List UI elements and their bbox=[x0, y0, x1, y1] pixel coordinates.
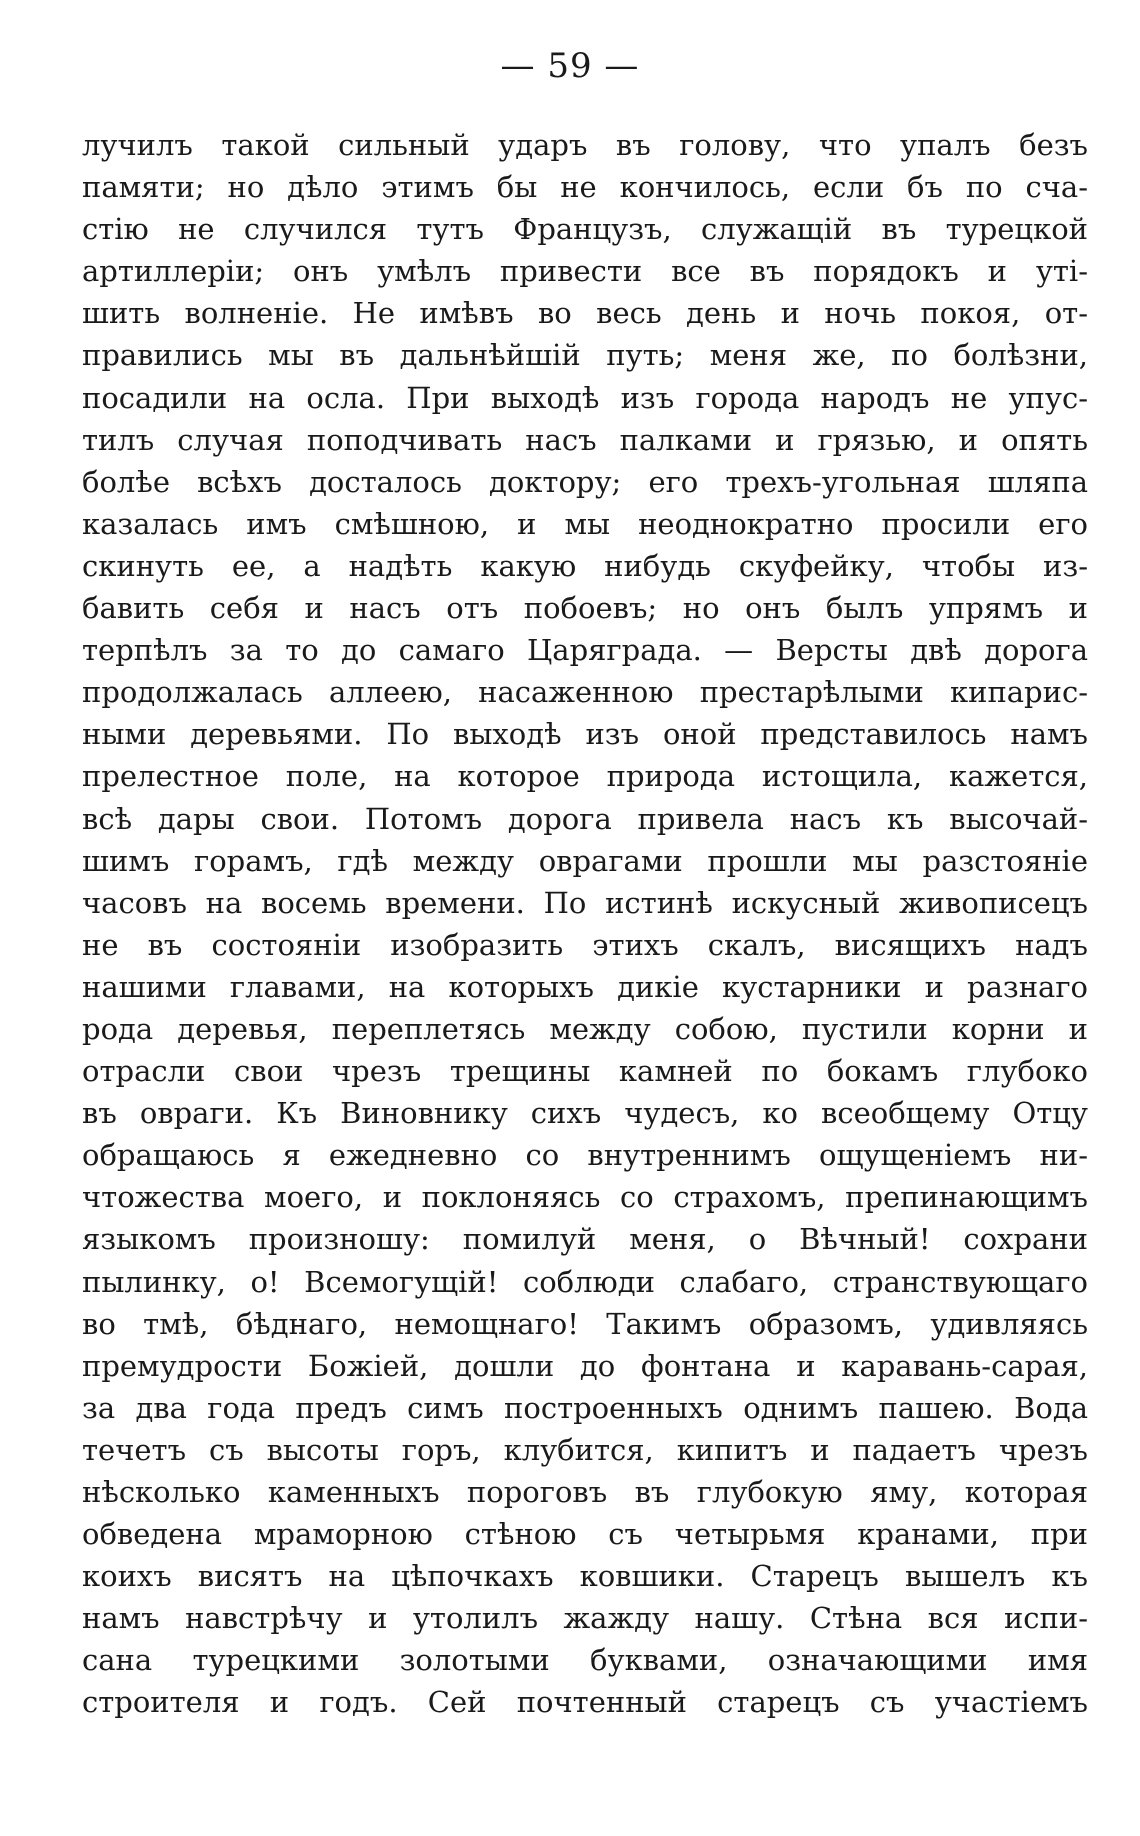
text-line: часовъ на восемь времени. По истинѣ искусный живописецъ bbox=[82, 885, 1088, 920]
text-line: обращаюсь я ежедневно со внутреннимъ ощущеніемъ ни- bbox=[82, 1138, 1088, 1173]
text-line: памяти; но дѣло этимъ бы не кончилось, если бъ по сча- bbox=[82, 170, 1088, 205]
text-line: сана турецкими золотыми буквами, означающими имя bbox=[82, 1643, 1088, 1678]
text-line: рода деревья, переплетясь между собою, пустили корни и bbox=[82, 1011, 1088, 1046]
text-line: отрасли свои чрезъ трещины камней по бокамъ глубоко bbox=[82, 1054, 1088, 1089]
page-number: — 59 — bbox=[500, 46, 640, 86]
text-line: течетъ съ высоты горъ, клубится, кипитъ и падаетъ чрезъ bbox=[82, 1432, 1088, 1467]
text-line: продолжалась аллеею, насаженною престарѣлыми кипарис- bbox=[82, 675, 1088, 710]
text-line: премудрости Божіей, дошли до фонтана и каравань-сарая, bbox=[82, 1348, 1088, 1383]
text-line: артиллеріи; онъ умѣлъ привести все въ порядокъ и уті- bbox=[82, 254, 1088, 289]
text-line: казалась имъ смѣшною, и мы неоднократно просили его bbox=[82, 506, 1088, 541]
text-line: стію не случился тутъ Французъ, служащій въ турецкой bbox=[82, 212, 1088, 247]
text-line: тилъ случая поподчивать насъ палками и грязью, и опять bbox=[82, 422, 1088, 457]
text-line: въ овраги. Къ Виновнику сихъ чудесъ, ко всеобщему Отцу bbox=[82, 1096, 1088, 1131]
text-line: чтожества моего, и поклоняясь со страхомъ, препинающимъ bbox=[82, 1180, 1088, 1215]
text-line: бавить себя и насъ отъ побоевъ; но онъ былъ упрямъ и bbox=[82, 591, 1088, 626]
text-line: не въ состояніи изобразить этихъ скалъ, висящихъ надъ bbox=[82, 927, 1088, 962]
text-line: всѣ дары свои. Потомъ дорога привела насъ къ высочай- bbox=[82, 801, 1088, 836]
text-line: нѣсколько каменныхъ пороговъ въ глубокую яму, которая bbox=[82, 1475, 1088, 1509]
text-line: намъ навстрѣчу и утолилъ жажду нашу. Стѣна вся испи- bbox=[82, 1601, 1088, 1636]
text-line: пылинку, о! Всемогущій! соблюди слабаго, странствующаго bbox=[82, 1264, 1088, 1299]
text-line: обведена мраморною стѣною съ четырьмя кранами, при bbox=[82, 1517, 1088, 1552]
text-line: лучилъ такой сильный ударъ въ голову, что упалъ безъ bbox=[82, 128, 1088, 162]
text-line: нашими главами, на которыхъ дикіе кустарники и разнаго bbox=[82, 969, 1088, 1004]
text-line: прелестное поле, на которое природа истощила, кажется, bbox=[82, 759, 1088, 794]
text-line: шить волненіе. Не имѣвъ во весь день и ночь покоя, от- bbox=[82, 296, 1088, 331]
text-line: строителя и годъ. Сей почтенный старецъ съ участіемъ bbox=[82, 1685, 1088, 1720]
text-line: посадили на осла. При выходѣ изъ города народъ не упус- bbox=[82, 380, 1088, 415]
text-line: ными деревьями. По выходѣ изъ оной представилось намъ bbox=[82, 717, 1088, 752]
text-line: языкомъ произношу: помилуй меня, о Вѣчный! сохрани bbox=[82, 1222, 1088, 1257]
text-line: терпѣлъ за то до самаго Царяграда. — Версты двѣ дорога bbox=[82, 633, 1088, 668]
text-line: скинуть ее, а надѣть какую нибудь скуфейку, чтобы из- bbox=[82, 548, 1088, 583]
text-line: коихъ висятъ на цѣпочкахъ ковшики. Старецъ вышелъ къ bbox=[82, 1559, 1088, 1594]
text-line: болѣе всѣхъ досталось доктору; его трехъ-угольная шляпа bbox=[82, 464, 1088, 499]
text-line: правились мы въ дальнѣйшій путь; меня же, по болѣзни, bbox=[82, 338, 1088, 373]
text-line: во тмѣ, бѣднаго, немощнаго! Такимъ образомъ, удивляясь bbox=[82, 1306, 1088, 1341]
text-line: за два года предъ симъ построенныхъ однимъ пашею. Вода bbox=[82, 1390, 1088, 1425]
text-line: шимъ горамъ, гдѣ между оврагами прошли мы разстояніе bbox=[82, 843, 1088, 878]
body-text bbox=[82, 124, 1088, 1724]
